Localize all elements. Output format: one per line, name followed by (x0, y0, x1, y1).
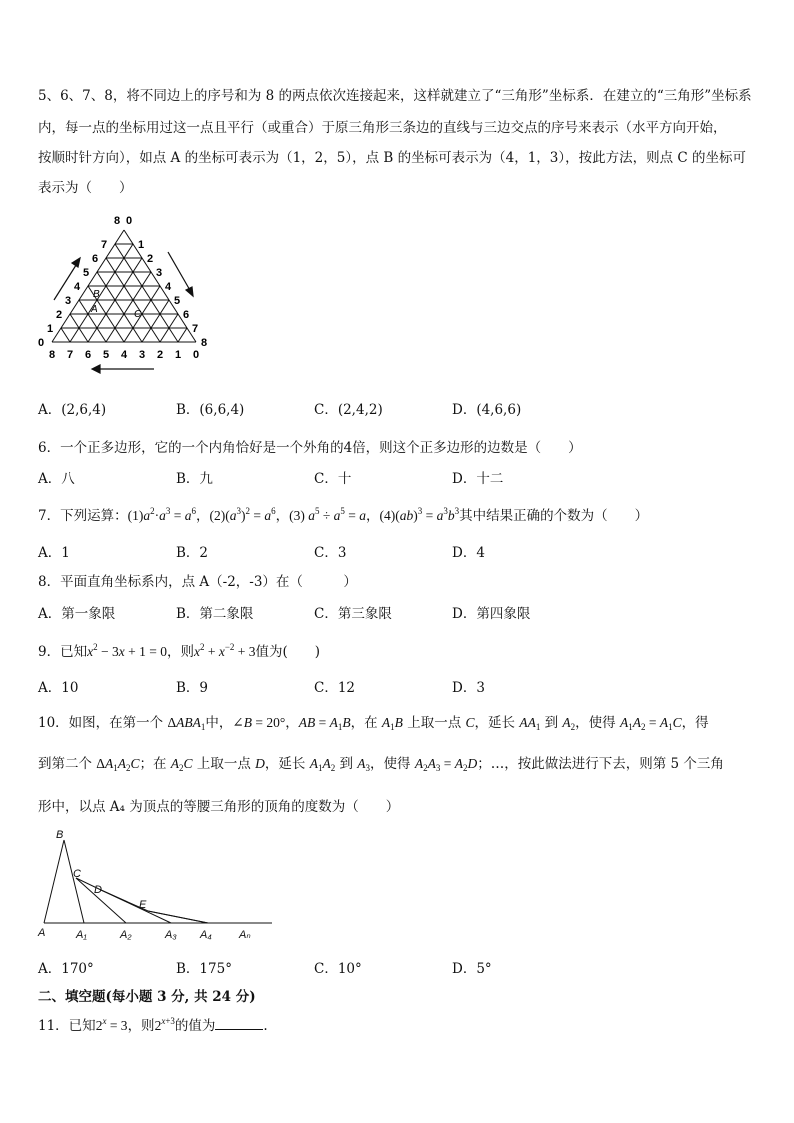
q11-prefix: 11．已知 (38, 1018, 96, 1034)
triangle-coordinate-figure (36, 212, 216, 377)
q9-option-c[interactable]: C．12 (314, 680, 356, 696)
q7-option-c[interactable]: C．3 (314, 545, 347, 561)
right-label: 6 (183, 309, 190, 321)
fig10-label-a4: A₄ (200, 929, 212, 941)
fig10-label-a3: A₃ (165, 929, 177, 941)
left-label: 6 (92, 253, 99, 265)
q7-expr-4: $(4)(ab)^3 = a^3b^3$ (379, 506, 460, 523)
bottom-label: 5 (103, 349, 110, 361)
q7-option-a[interactable]: A．1 (38, 545, 70, 561)
q5-option-b[interactable]: B．(6,6,4) (176, 402, 245, 418)
bottom-label: 7 (67, 349, 74, 361)
fig10-label-an: Aₙ (239, 929, 251, 941)
q8-option-d[interactable]: D．第四象限 (452, 606, 531, 622)
point-a-label: A (91, 304, 98, 315)
q11-text (38, 1014, 268, 1034)
q9-mid: ，则 (166, 644, 194, 660)
q5-option-d[interactable]: D．(4,6,6) (452, 402, 522, 418)
q11-end: . (263, 1018, 268, 1034)
q8-text: 8．平面直角坐标系内，点 A（-2，-3）在（ ） (38, 574, 357, 590)
left-label: 2 (56, 309, 63, 321)
arrow-up-left-icon (54, 258, 80, 300)
q5-line-2: 内，每一点的坐标用过这一点且平行（或重合）于原三角形三条边的直线与三边交点的序号来表示（水平方向开始， (38, 120, 727, 136)
q7-expr-2: $(2)(a^3)^2 = a^6$ (209, 506, 276, 523)
fig10-label-b: B (56, 829, 64, 841)
fig10-label-d: D (94, 884, 102, 896)
q10-line-2: 到第二个 $\Delta A_1A_2C$；在 $A_2C$ 上取一点 D，延长 $A_1A_2$ 到 $A_3$，使得 $A_2A_3 = A_2D$；…，按此做法进行下去，则第 5 个三角 (38, 756, 724, 773)
top-label-8: 8 (114, 215, 121, 227)
q6-option-a[interactable]: A．八 (38, 471, 75, 487)
q6-option-c[interactable]: C．十 (314, 471, 352, 487)
q6-option-d[interactable]: D．十二 (452, 471, 504, 487)
q10-option-d[interactable]: D．5° (452, 961, 492, 977)
bottom-label: 1 (175, 349, 182, 361)
right-label: 4 (165, 281, 172, 293)
fig10-label-a2: A₂ (120, 929, 132, 941)
left-label: 3 (65, 295, 72, 307)
q11-answer-blank[interactable] (215, 1017, 263, 1030)
left-label: 4 (74, 281, 81, 293)
fig10-label-a1: A₁ (76, 929, 87, 941)
q5-option-c[interactable]: C．(2,4,2) (314, 402, 383, 418)
q7-expr-3: (3) $a^5 \div a^5 = a$ (289, 506, 367, 523)
fig10-label-e: E (139, 899, 147, 911)
point-b-label: B (93, 289, 100, 300)
q5-line-3: 按顺时针方向），如点 A 的坐标可表示为（1，2，5），点 B 的坐标可表示为（4，1，3），按此方法，则点 C 的坐标可 (38, 150, 747, 166)
right-label: 5 (174, 295, 181, 307)
bottom-label: 3 (139, 349, 146, 361)
right-label: 8 (201, 337, 208, 349)
q7-option-d[interactable]: D．4 (452, 545, 485, 561)
bottom-label: 8 (49, 349, 56, 361)
q7-suffix: 其中结果正确的个数为（ ） (459, 508, 649, 524)
bottom-label: 6 (85, 349, 92, 361)
q11-given: $2^x = 3$ (95, 1016, 128, 1033)
q8-option-c[interactable]: C．第三象限 (314, 606, 392, 622)
section-2-title: 二、填空题(每小题 3 分, 共 24 分) (38, 989, 256, 1005)
q9-option-d[interactable]: D．3 (452, 680, 485, 696)
q7-option-b[interactable]: B．2 (176, 545, 209, 561)
q10-option-c[interactable]: C．10° (314, 961, 362, 977)
arrow-down-right-icon (168, 252, 193, 296)
q5-line-1: 5、6、7、8，将不同边上的序号和为 8 的两点依次连接起来，这样就建立了“三角形”坐标系．在建立的“三角形”坐标系 (38, 88, 752, 104)
left-label: 1 (47, 323, 54, 335)
q5-option-a[interactable]: A．(2,6,4) (38, 402, 107, 418)
q8-option-a[interactable]: A．第一象限 (38, 606, 116, 622)
top-label-0: 0 (126, 215, 133, 227)
q11-suffix: 的值为 (174, 1018, 216, 1034)
left-label: 0 (38, 337, 45, 349)
q10-line-3: 形中，以点 A₄ 为顶点的等腰三角形的顶角的度数为（ ） (38, 799, 400, 815)
q9-text (38, 640, 320, 660)
fig10-label-a: A (38, 927, 46, 939)
q6-option-b[interactable]: B．九 (176, 471, 213, 487)
q10-option-b[interactable]: B．175° (176, 961, 232, 977)
right-label: 7 (192, 323, 199, 335)
right-label: 1 (138, 239, 145, 251)
q9-prefix: 9．已知 (38, 644, 88, 660)
q11-expression: $2^{x+3}$ (154, 1016, 175, 1033)
q5-line-4: 表示为（ ） (38, 180, 133, 196)
right-label: 2 (147, 253, 154, 265)
q11-mid: ，则 (127, 1018, 155, 1034)
q9-equation: $x^2 - 3x + 1 = 0$ (87, 642, 167, 659)
fig10-label-c: C (73, 868, 81, 880)
q10-line-1: 10．如图，在第一个 $\Delta ABA_1$中，∠B = 20°，AB = $A_1B$，在 $A_1B$ 上取一点 C，延长 $AA_1$ 到 $A_2$，使得 $A_1A_2 = A_1C$，得 (38, 715, 709, 732)
q9-suffix: 值为( ) (255, 644, 321, 660)
bottom-label: 0 (193, 349, 200, 361)
right-label: 3 (156, 267, 163, 279)
bottom-label: 4 (121, 349, 128, 361)
bottom-label: 2 (157, 349, 164, 361)
q7-prefix: 7．下列运算： (38, 508, 128, 524)
q8-option-b[interactable]: B．第二象限 (176, 606, 254, 622)
q9-option-b[interactable]: B．9 (176, 680, 209, 696)
q7-expr-1: $(1)a^2\cdot a^3 = a^6$ (127, 506, 196, 523)
arrow-left-icon (92, 365, 154, 373)
q7-text: 7．下列运算：$(1)a^2\cdot a^3 = a^6$，$(2)(a^3)^2 = a^6$，(3) $a^5 \div a^5 = a$，$(4)(ab)^3 = a^3b^3$其中结果正确的个数为（ ） (38, 506, 649, 524)
q6-text: 6．一个正多边形，它的一个内角恰好是一个外角的4倍，则这个正多边形的边数是（ ） (38, 440, 582, 456)
q9-expression: $x^2 + x^{-2} + 3$ (193, 642, 256, 659)
isosceles-triangles-figure (36, 828, 276, 943)
q9-option-a[interactable]: A．10 (38, 680, 79, 696)
left-label: 7 (101, 239, 108, 251)
q10-option-a[interactable]: A．170° (38, 961, 94, 977)
left-label: 5 (83, 267, 90, 279)
point-c-label: C (134, 309, 142, 320)
